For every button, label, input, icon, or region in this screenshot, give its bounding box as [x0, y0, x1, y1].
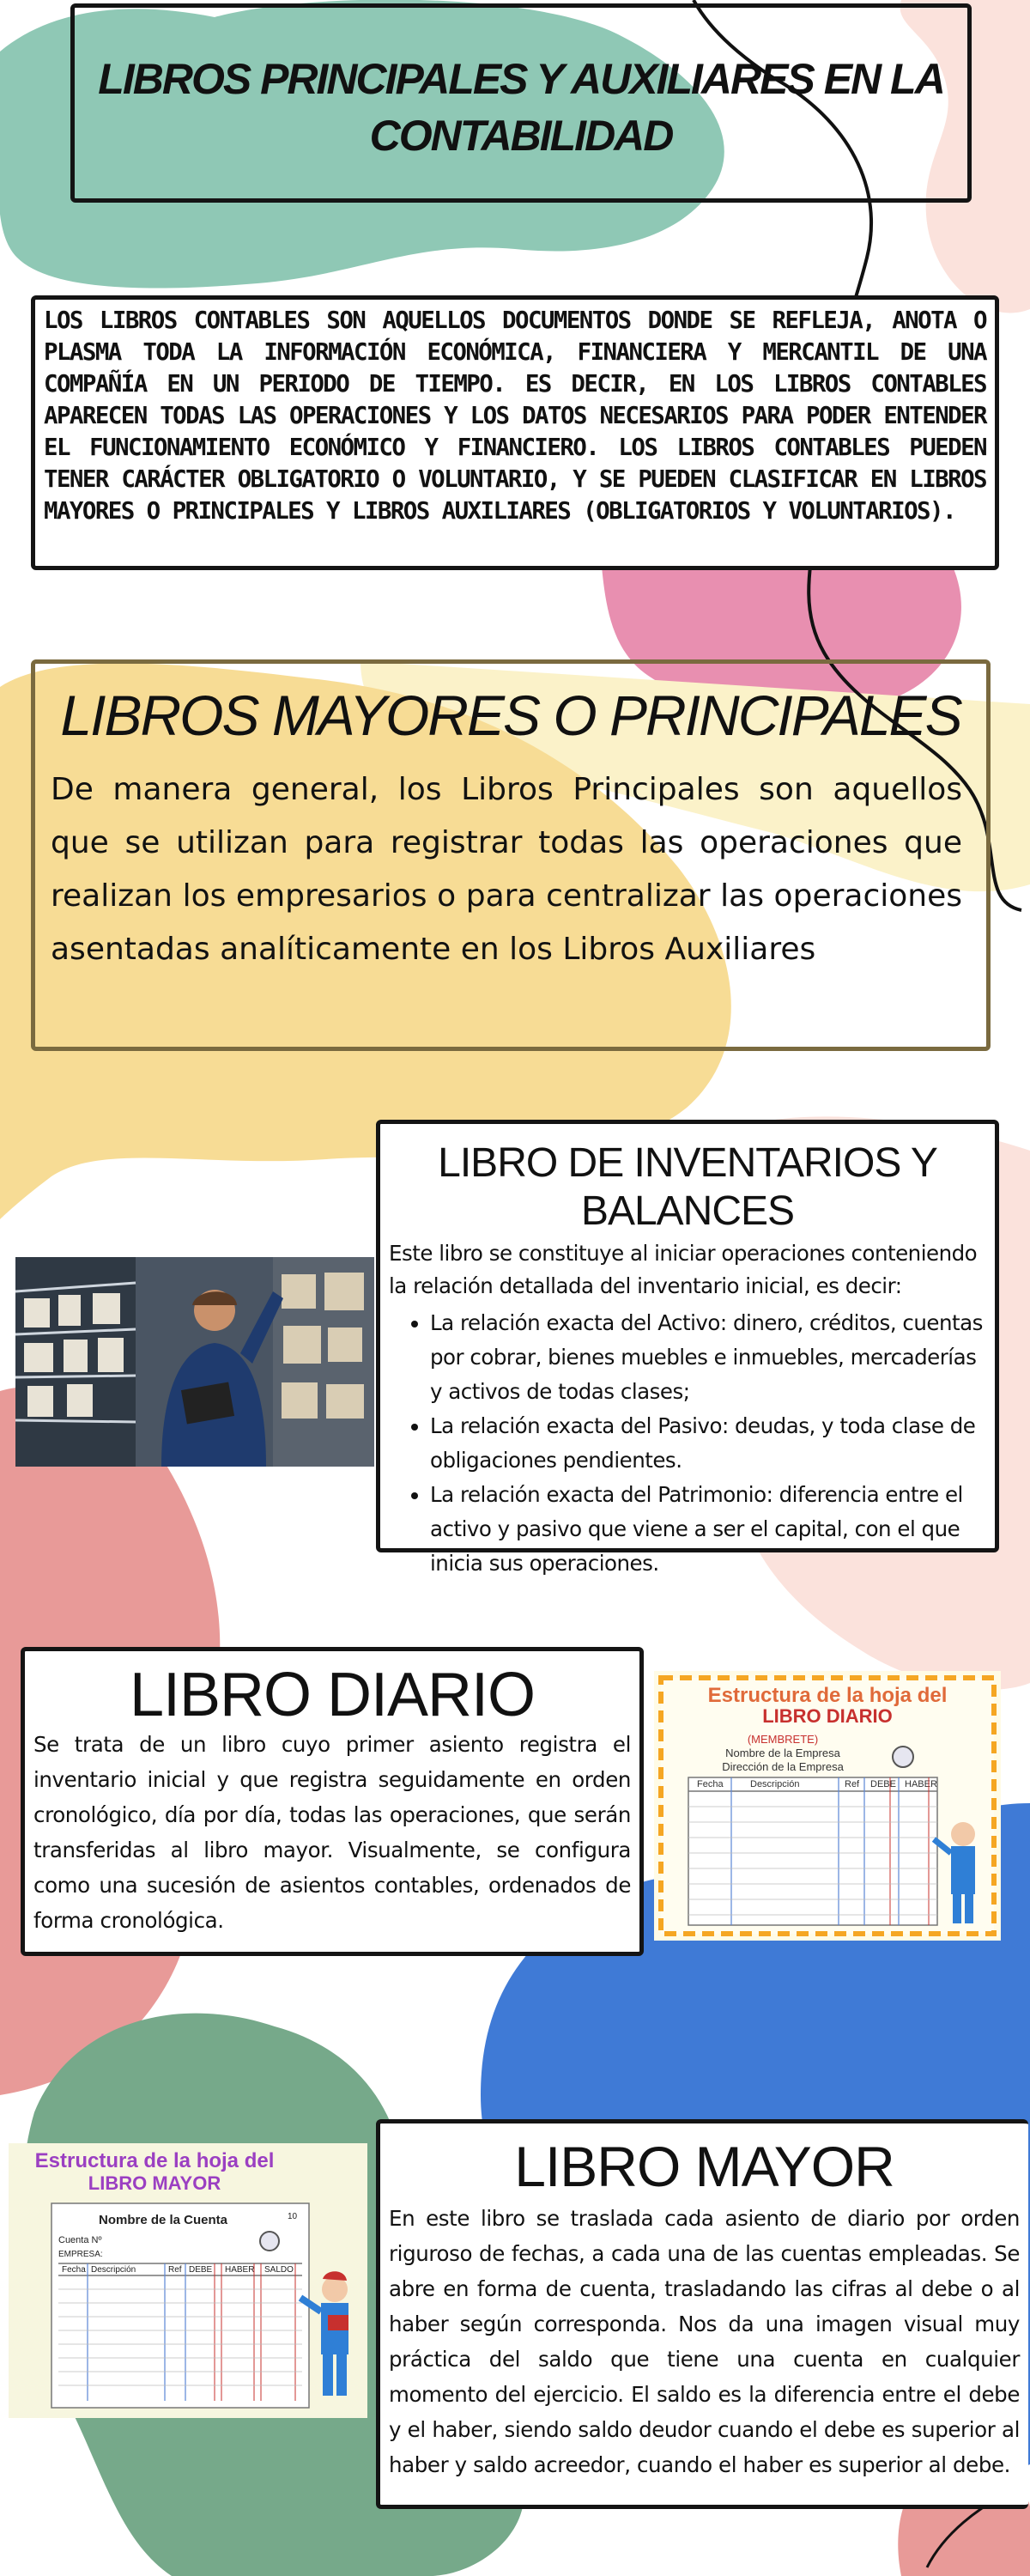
mayor-col-debe: DEBE — [189, 2265, 213, 2275]
diario-sheet-address: Dirección de la Empresa — [722, 1760, 844, 1773]
mayor-col-saldo: SALDO — [264, 2265, 294, 2275]
mayores-section — [31, 659, 991, 1051]
diario-sheet-title-1: Estructura de la hoja del — [707, 1684, 948, 1707]
mayor-heading: LIBRO MAYOR — [514, 2135, 894, 2198]
diario-heading: LIBRO DIARIO — [129, 1661, 536, 1729]
inventarios-section — [376, 1120, 999, 1576]
diario-section — [21, 1647, 644, 1956]
warehouse-worker-photo — [15, 1257, 374, 1467]
list-item: • La relación exacta del Pasivo: deudas, y toda clase de obligaciones pendientes. — [430, 1409, 986, 1478]
inventarios-description: Este libro se constituye al iniciar operaciones conteniendo la relación detallada del inventario inicial, es decir: — [389, 1241, 978, 1298]
diario-text: Se trata de un libro cuyo primer asiento registra el inventario inicial y que registra seguidamente en orden cronológico, día por día, todas las operaciones, que serán transferidas al libro mayor. Visualmente, se configura como una sucesión de asientos contables, ordenados de forma cronológica. — [33, 1732, 631, 1933]
diario-sheet-company: Nombre de la Empresa — [725, 1747, 840, 1759]
intro-box — [31, 295, 999, 570]
diario-col-descripcion: Descripción — [750, 1779, 800, 1789]
inventarios-heading: LIBRO DE INVENTARIOS Y BALANCES — [438, 1140, 937, 1234]
mayor-col-fecha: Fecha — [62, 2265, 86, 2275]
page-title: LIBROS PRINCIPALES Y AUXILIARES EN LA CONTABILIDAD — [98, 55, 944, 160]
libro-diario-sheet-image — [654, 1671, 1001, 1941]
mayor-text: En este libro se traslada cada asiento de diario por orden riguroso de fechas, a cada una de las cuentas empleadas. Se abre en forma de cuenta, trasladando las cifras al debe o al haber según corresponda. Nos da una imagen visual muy práctica del saldo que tiene una cuenta en cualquier momento del ejercicio. El saldo es la diferencia entre el debe y el haber, siendo saldo deudor cuando el debe es superior al haber y saldo acreedor, cuando el haber es superior al debe. — [389, 2206, 1020, 2477]
list-item: • La relación exacta del Activo: dinero, créditos, cuentas por cobrar, bienes muebles e inmuebles, mercaderías y activos de todas clases; — [430, 1306, 986, 1409]
diario-col-fecha: Fecha — [697, 1779, 724, 1789]
diario-sheet-membrete: (MEMBRETE) — [747, 1733, 819, 1746]
mayor-col-ref: Ref — [168, 2265, 182, 2275]
diario-col-debe: DEBE — [870, 1779, 896, 1789]
mayor-col-descripcion: Descripción — [91, 2265, 136, 2275]
libro-mayor-sheet-image — [9, 2143, 367, 2418]
mayor-sheet-account: Nombre de la Cuenta — [98, 2213, 228, 2227]
mayor-section — [376, 2119, 1028, 2509]
diario-sheet-title-2: LIBRO DIARIO — [762, 1705, 893, 1727]
mayor-sheet-empresa: EMPRESA: — [58, 2250, 103, 2259]
mayores-heading: LIBROS MAYORES O PRINCIPALES — [60, 683, 961, 747]
mayor-sheet-title-1: Estructura de la hoja del — [34, 2149, 275, 2172]
inventarios-list — [389, 1306, 986, 1581]
list-item: • La relación exacta del Patrimonio: diferencia entre el activo y pasivo que viene a ser el capital, con el que inicia sus operaciones. — [430, 1478, 986, 1581]
intro-text: LOS LIBROS CONTABLES SON AQUELLOS DOCUMENTOS DONDE SE REFLEJA, ANOTA O PLASMA TODA LA INFORMACIÓN ECONÓMICA, FINANCIERA Y MERCANTIL DE UNA COMPAÑÍA EN UN PERIODO DE TIEMPO. ES DECIR, EN LOS LIBROS CONTABLES APARECEN TODAS LAS OPERACIONES Y LOS DATOS NECESARIOS PARA PODER ENTENDER EL FUNCIONAMIENTO ECONÓMICO Y FINANCIERO. LOS LIBROS CONTABLES PUEDEN TENER CARÁCTER OBLIGATORIO O VOLUNTARIO, Y SE PUEDEN CLASIFICAR EN LIBROS MAYORES O PRINCIPALES Y LIBROS AUXILIARES (OBLIGATORIOS Y VOLUNTARIOS). — [44, 307, 986, 525]
mayor-sheet-page: 10 — [288, 2212, 298, 2221]
mayor-sheet-cuenta: Cuenta Nº — [58, 2235, 102, 2245]
diario-col-ref: Ref — [845, 1779, 860, 1789]
mayor-col-haber: HABER — [225, 2265, 255, 2275]
mayores-text: De manera general, los Libros Principales son aquellos que se utilizan para registrar todas las operaciones que realizan los empresarios o para centralizar las operaciones asentadas analíticamente en los Libros Auxiliares — [51, 772, 962, 967]
diario-col-haber: HABER — [905, 1779, 937, 1789]
title-box — [70, 3, 972, 203]
mayor-sheet-title-2: LIBRO MAYOR — [88, 2172, 221, 2194]
